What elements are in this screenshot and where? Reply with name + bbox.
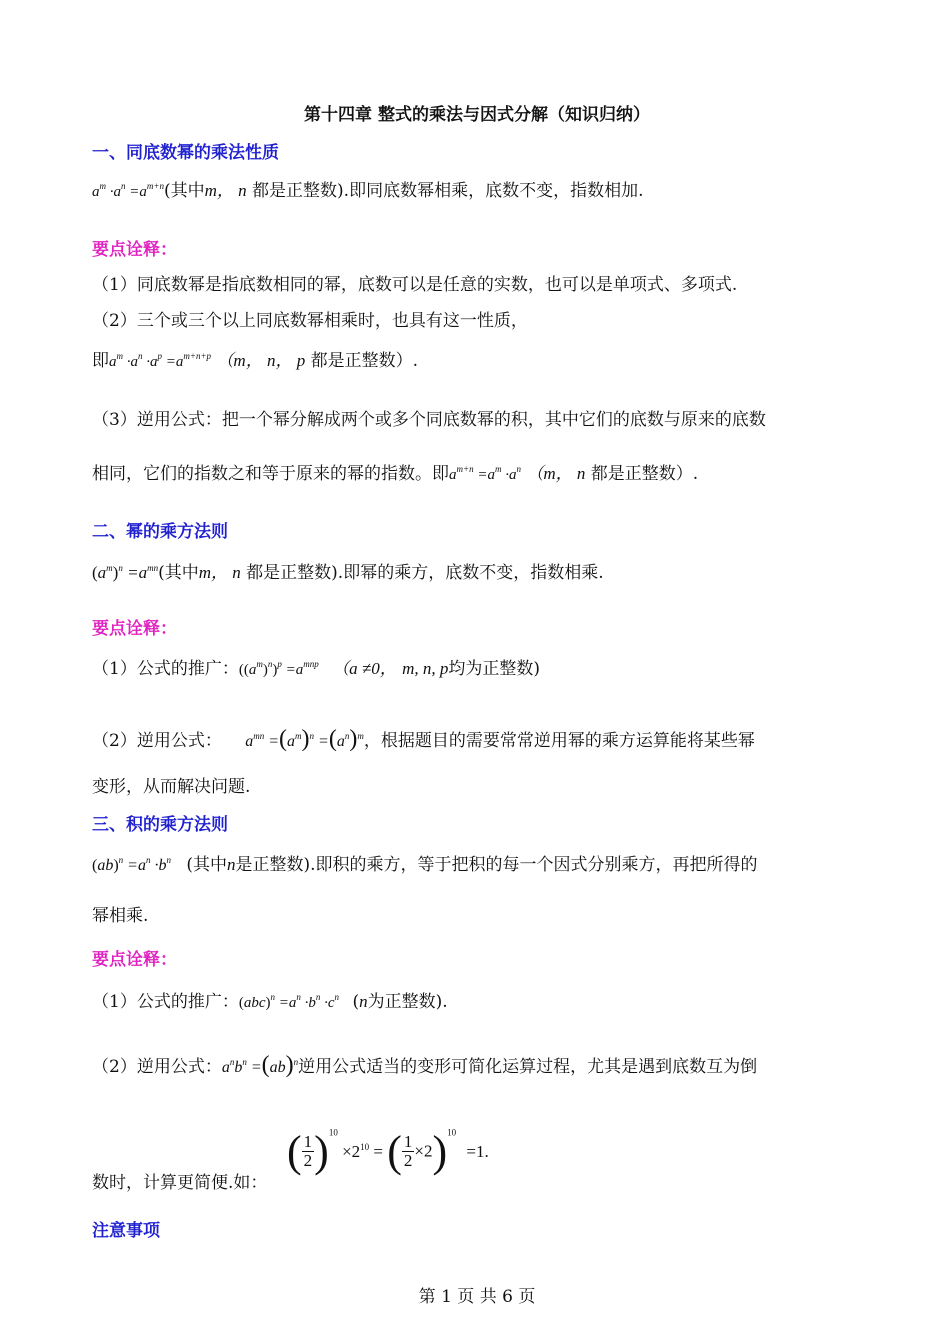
s2-item1-formula: $((a^m)^n)^p =a^{mnp}$ (238, 659, 319, 678)
s2-item1-vars: m, n, p (402, 659, 449, 678)
s3-formula: $(ab)^n =a^n \cdot b^n$ (92, 855, 171, 874)
page-footer: 第 1 页 共 6 页 (418, 1287, 536, 1307)
s2-formula: $(a^m)^n =a^{mn}$ (92, 563, 159, 582)
s2-item1-prefix: （1）公式的推广： (92, 659, 239, 679)
s2-item1 (92, 654, 540, 679)
s1-key-heading: 要点诠释： (92, 240, 177, 260)
s1-formula: $a^m \cdot a^n =a^{m+n}$ (92, 181, 164, 200)
s3-example-result: =1. (466, 1141, 489, 1161)
section-4-heading: 注意事项 (92, 1221, 160, 1241)
s2-item1-suffix: 均为正整数) (448, 659, 541, 679)
section-3-heading: 三、积的乘方法则 (92, 815, 228, 835)
s1-item2: （2）三个或三个以上同底数幂相乘时，也具有这一性质， (92, 311, 528, 331)
s1-item3b-suffix: 都是正整数）. (590, 464, 699, 484)
section-2-heading: 二、幂的乘方法则 (92, 522, 228, 542)
s2-vars: m， n (198, 563, 241, 582)
s2-item2-prefix: （2）逆用公式： (92, 731, 222, 751)
s2-item1-cond: （a ≠0， (332, 659, 397, 678)
s1-item2b (92, 346, 418, 371)
s3-item2-prefix: （2）逆用公式： (92, 1057, 222, 1077)
s1-item2b-vars: （m， n， p (216, 351, 306, 370)
page-title: 第十四章 整式的乘法与因式分解（知识归纳） (304, 105, 650, 125)
s3-item2-formula: $a^nb^n =(ab)^n$ (221, 1052, 299, 1078)
section-1-heading: 一、同底数幂的乘法性质 (92, 143, 279, 163)
s2-key-heading: 要点诠释： (92, 619, 177, 639)
s2-item2b: 变形，从而解决问题. (92, 777, 251, 797)
s3-desc: 是正整数).即积的乘方，等于把积的每一个因式分别乘方，再把所得的 (235, 855, 758, 875)
s1-item2b-prefix: 即 (92, 351, 109, 371)
s3-item1-prefix: （1）公式的推广： (92, 992, 239, 1012)
s1-vars: m， n (204, 181, 247, 200)
s3-item2 (92, 1052, 757, 1079)
s1-desc: 都是正整数).即同底数幂相乘，底数不变，指数相加. (252, 181, 644, 201)
s1-item2b-suffix: 都是正整数）. (310, 351, 419, 371)
s1-item2b-formula: $a^m \cdot a^n \cdot a^p =a^{m+n+p}$ (109, 351, 212, 370)
s3-item1-suffix: 为正整数). (367, 992, 448, 1012)
document-page (92, 0, 862, 1344)
s1-item3b-vars: （m， n (526, 464, 586, 483)
s1-item3b-text: 相同，它们的指数之和等于原来的幂的指数。即 (92, 464, 449, 484)
s3-item1-cond: ( (352, 992, 360, 1012)
s3-item1-formula: $(abc)^n =a^n \cdot b^n \cdot c^n$ (238, 992, 340, 1011)
s3-var: n (227, 855, 236, 874)
s1-item3b-formula: $a^{m+n} =a^m \cdot a^n$ (449, 464, 521, 483)
s2-item2-formula: $a^{mn} =(a^m)^n =(a^n)^m$ (245, 726, 364, 752)
s2-item2-suffix: ，根据题目的需要常常逆用幂的乘方运算能将某些幂 (363, 731, 755, 751)
s3-example-formula: ( $\frac{1}{2}$ )$^{10} \times 2^{10}$ = ( $\frac{1}{2}$ ×2)$^{10}$ =1. (287, 1127, 489, 1176)
s3-item2b-label: 数时，计算更简便.如： (92, 1173, 268, 1193)
s1-item3b (92, 459, 698, 484)
s2-formula-desc: (其中 (158, 563, 199, 583)
s2-desc: 都是正整数).即幂的乘方，底数不变，指数相乘. (246, 563, 604, 583)
s3-item1-var: n (359, 992, 368, 1011)
s1-formula-desc: (其中 (163, 181, 205, 201)
s3-item1 (92, 987, 448, 1012)
s3-formula-line (92, 850, 758, 875)
s3-key-heading: 要点诠释： (92, 950, 177, 970)
s2-item2 (92, 726, 755, 753)
s3-desc2: 幂相乘. (92, 906, 149, 926)
s3-item2-suffix: 逆用公式适当的变形可简化运算过程，尤其是遇到底数互为倒 (298, 1057, 758, 1077)
s1-formula-line (92, 176, 643, 201)
s3-formula-desc: (其中 (186, 855, 227, 875)
s2-formula-line (92, 558, 604, 583)
s1-item3a: （3）逆用公式：把一个幂分解成两个或多个同底数幂的积，其中它们的底数与原来的底数 (92, 410, 766, 430)
s1-item1: （1）同底数幂是指底数相同的幂，底数可以是任意的实数，也可以是单项式、多项式. (92, 275, 738, 295)
